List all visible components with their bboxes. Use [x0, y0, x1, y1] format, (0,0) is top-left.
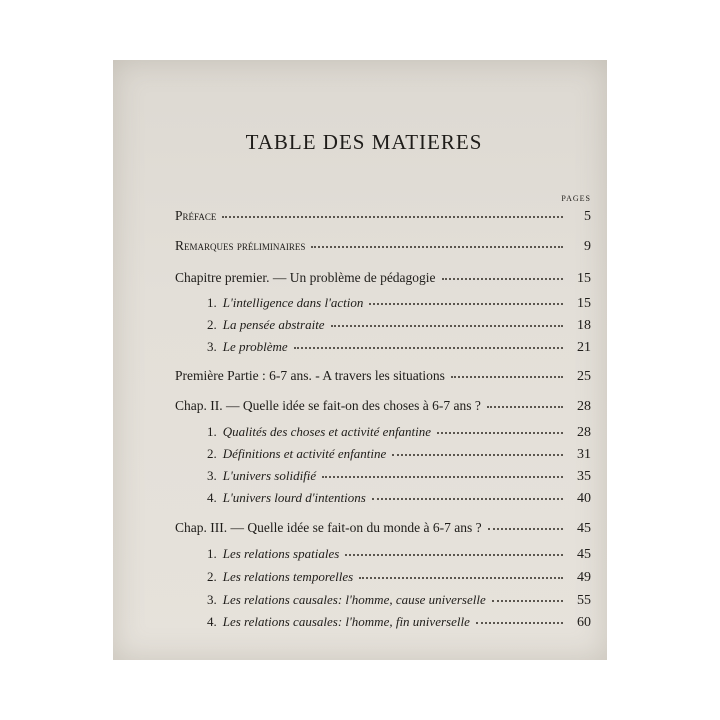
toc-subentry: [207, 546, 591, 563]
toc-subentry-number: 2.: [207, 317, 217, 332]
toc-page-number: 40: [577, 491, 591, 506]
leader-dots: [345, 553, 563, 556]
leader-dots: [372, 497, 563, 500]
toc-entry-text: Les relations temporelles: [222, 569, 354, 584]
toc-entry-text: Chap. II. — Quelle idée se fait-on des choses à 6-7 ans ?: [175, 398, 481, 413]
toc-entry-text: L'univers lourd d'intentions: [222, 490, 366, 505]
toc-page-number: 35: [577, 469, 591, 484]
toc-page-number: 49: [577, 570, 591, 585]
toc-subentry-number: 2.: [207, 446, 217, 461]
toc-entry-preface: [175, 208, 591, 225]
page-title: TABLE DES MATIERES: [245, 130, 483, 154]
toc-subentry: [207, 614, 591, 631]
leader-dots: [437, 431, 563, 434]
leader-dots: [294, 346, 563, 349]
toc-page-number: 15: [577, 271, 591, 286]
toc-entry-text: L'intelligence dans l'action: [222, 295, 364, 310]
toc-entry-text: Préface: [175, 208, 217, 223]
toc-page-number: 21: [577, 340, 591, 355]
toc-subentry: [207, 339, 591, 356]
toc-subentry-number: 4.: [207, 490, 217, 505]
toc-page-number: 60: [577, 615, 591, 630]
toc-entry-text: Le problème: [222, 339, 288, 354]
book-page: [113, 60, 607, 660]
toc-page-number: 5: [584, 209, 591, 224]
toc-subentry: [207, 295, 591, 312]
toc-subentry: [207, 446, 591, 463]
toc-page-number: 28: [577, 399, 591, 414]
toc-entry-chapter-2: [175, 398, 591, 415]
pages-column-label: PAGES: [561, 194, 591, 203]
toc-subentry-number: 1.: [207, 295, 217, 310]
toc-subentry-number: 1.: [207, 424, 217, 439]
leader-dots: [311, 245, 563, 248]
leader-dots: [487, 405, 563, 408]
leader-dots: [322, 475, 563, 478]
toc-page-number: 9: [584, 239, 591, 254]
toc-page-number: 31: [577, 447, 591, 462]
toc-subentry-number: 3.: [207, 592, 217, 607]
toc-entry-text: Les relations spatiales: [222, 546, 340, 561]
leader-dots: [492, 599, 563, 602]
leader-dots: [488, 527, 563, 530]
toc-subentry: [207, 317, 591, 334]
toc-subentry-number: 3.: [207, 339, 217, 354]
toc-entry-text: Qualités des choses et activité enfantine: [222, 424, 432, 439]
toc-page-number: 28: [577, 425, 591, 440]
toc-entry-text: Les relations causales: l'homme, cause universelle: [222, 592, 486, 607]
toc-subentry-number: 2.: [207, 569, 217, 584]
toc-page-number: 25: [577, 369, 591, 384]
toc-page-number: 45: [577, 547, 591, 562]
toc-page-number: 15: [577, 296, 591, 311]
toc-entry-text: Première Partie : 6-7 ans. - A travers les situations: [175, 368, 445, 383]
toc-entry-text: La pensée abstraite: [222, 317, 325, 332]
leader-dots: [442, 277, 563, 280]
toc-subentry-number: 1.: [207, 546, 217, 561]
toc-subentry-number: 3.: [207, 468, 217, 483]
toc-page-number: 45: [577, 521, 591, 536]
toc-entry-text: Remarques préliminaires: [175, 238, 306, 253]
toc-subentry: [207, 592, 591, 609]
toc-subentry: [207, 424, 591, 441]
leader-dots: [476, 621, 563, 624]
leader-dots: [369, 302, 563, 305]
toc-entry-text: Les relations causales: l'homme, fin universelle: [222, 614, 470, 629]
toc-entry-text: Chapitre premier. — Un problème de pédagogie: [175, 270, 436, 285]
toc-entry-text: Chap. III. — Quelle idée se fait-on du monde à 6-7 ans ?: [175, 520, 482, 535]
toc-entry-chapter-3: [175, 520, 591, 537]
leader-dots: [222, 215, 563, 218]
toc-entry-remarques: [175, 238, 591, 255]
leader-dots: [392, 453, 563, 456]
toc-page-number: 18: [577, 318, 591, 333]
toc-entry-text: Définitions et activité enfantine: [222, 446, 387, 461]
leader-dots: [331, 324, 563, 327]
toc-subentry: [207, 490, 591, 507]
toc-entry-part-1: [175, 368, 591, 385]
toc-entry-text: L'univers solidifié: [222, 468, 317, 483]
leader-dots: [359, 576, 563, 579]
toc-entry-chapter-1: [175, 270, 591, 287]
toc-subentry: [207, 569, 591, 586]
toc-subentry-number: 4.: [207, 614, 217, 629]
toc-subentry: [207, 468, 591, 485]
toc-page-number: 55: [577, 593, 591, 608]
leader-dots: [451, 375, 563, 378]
